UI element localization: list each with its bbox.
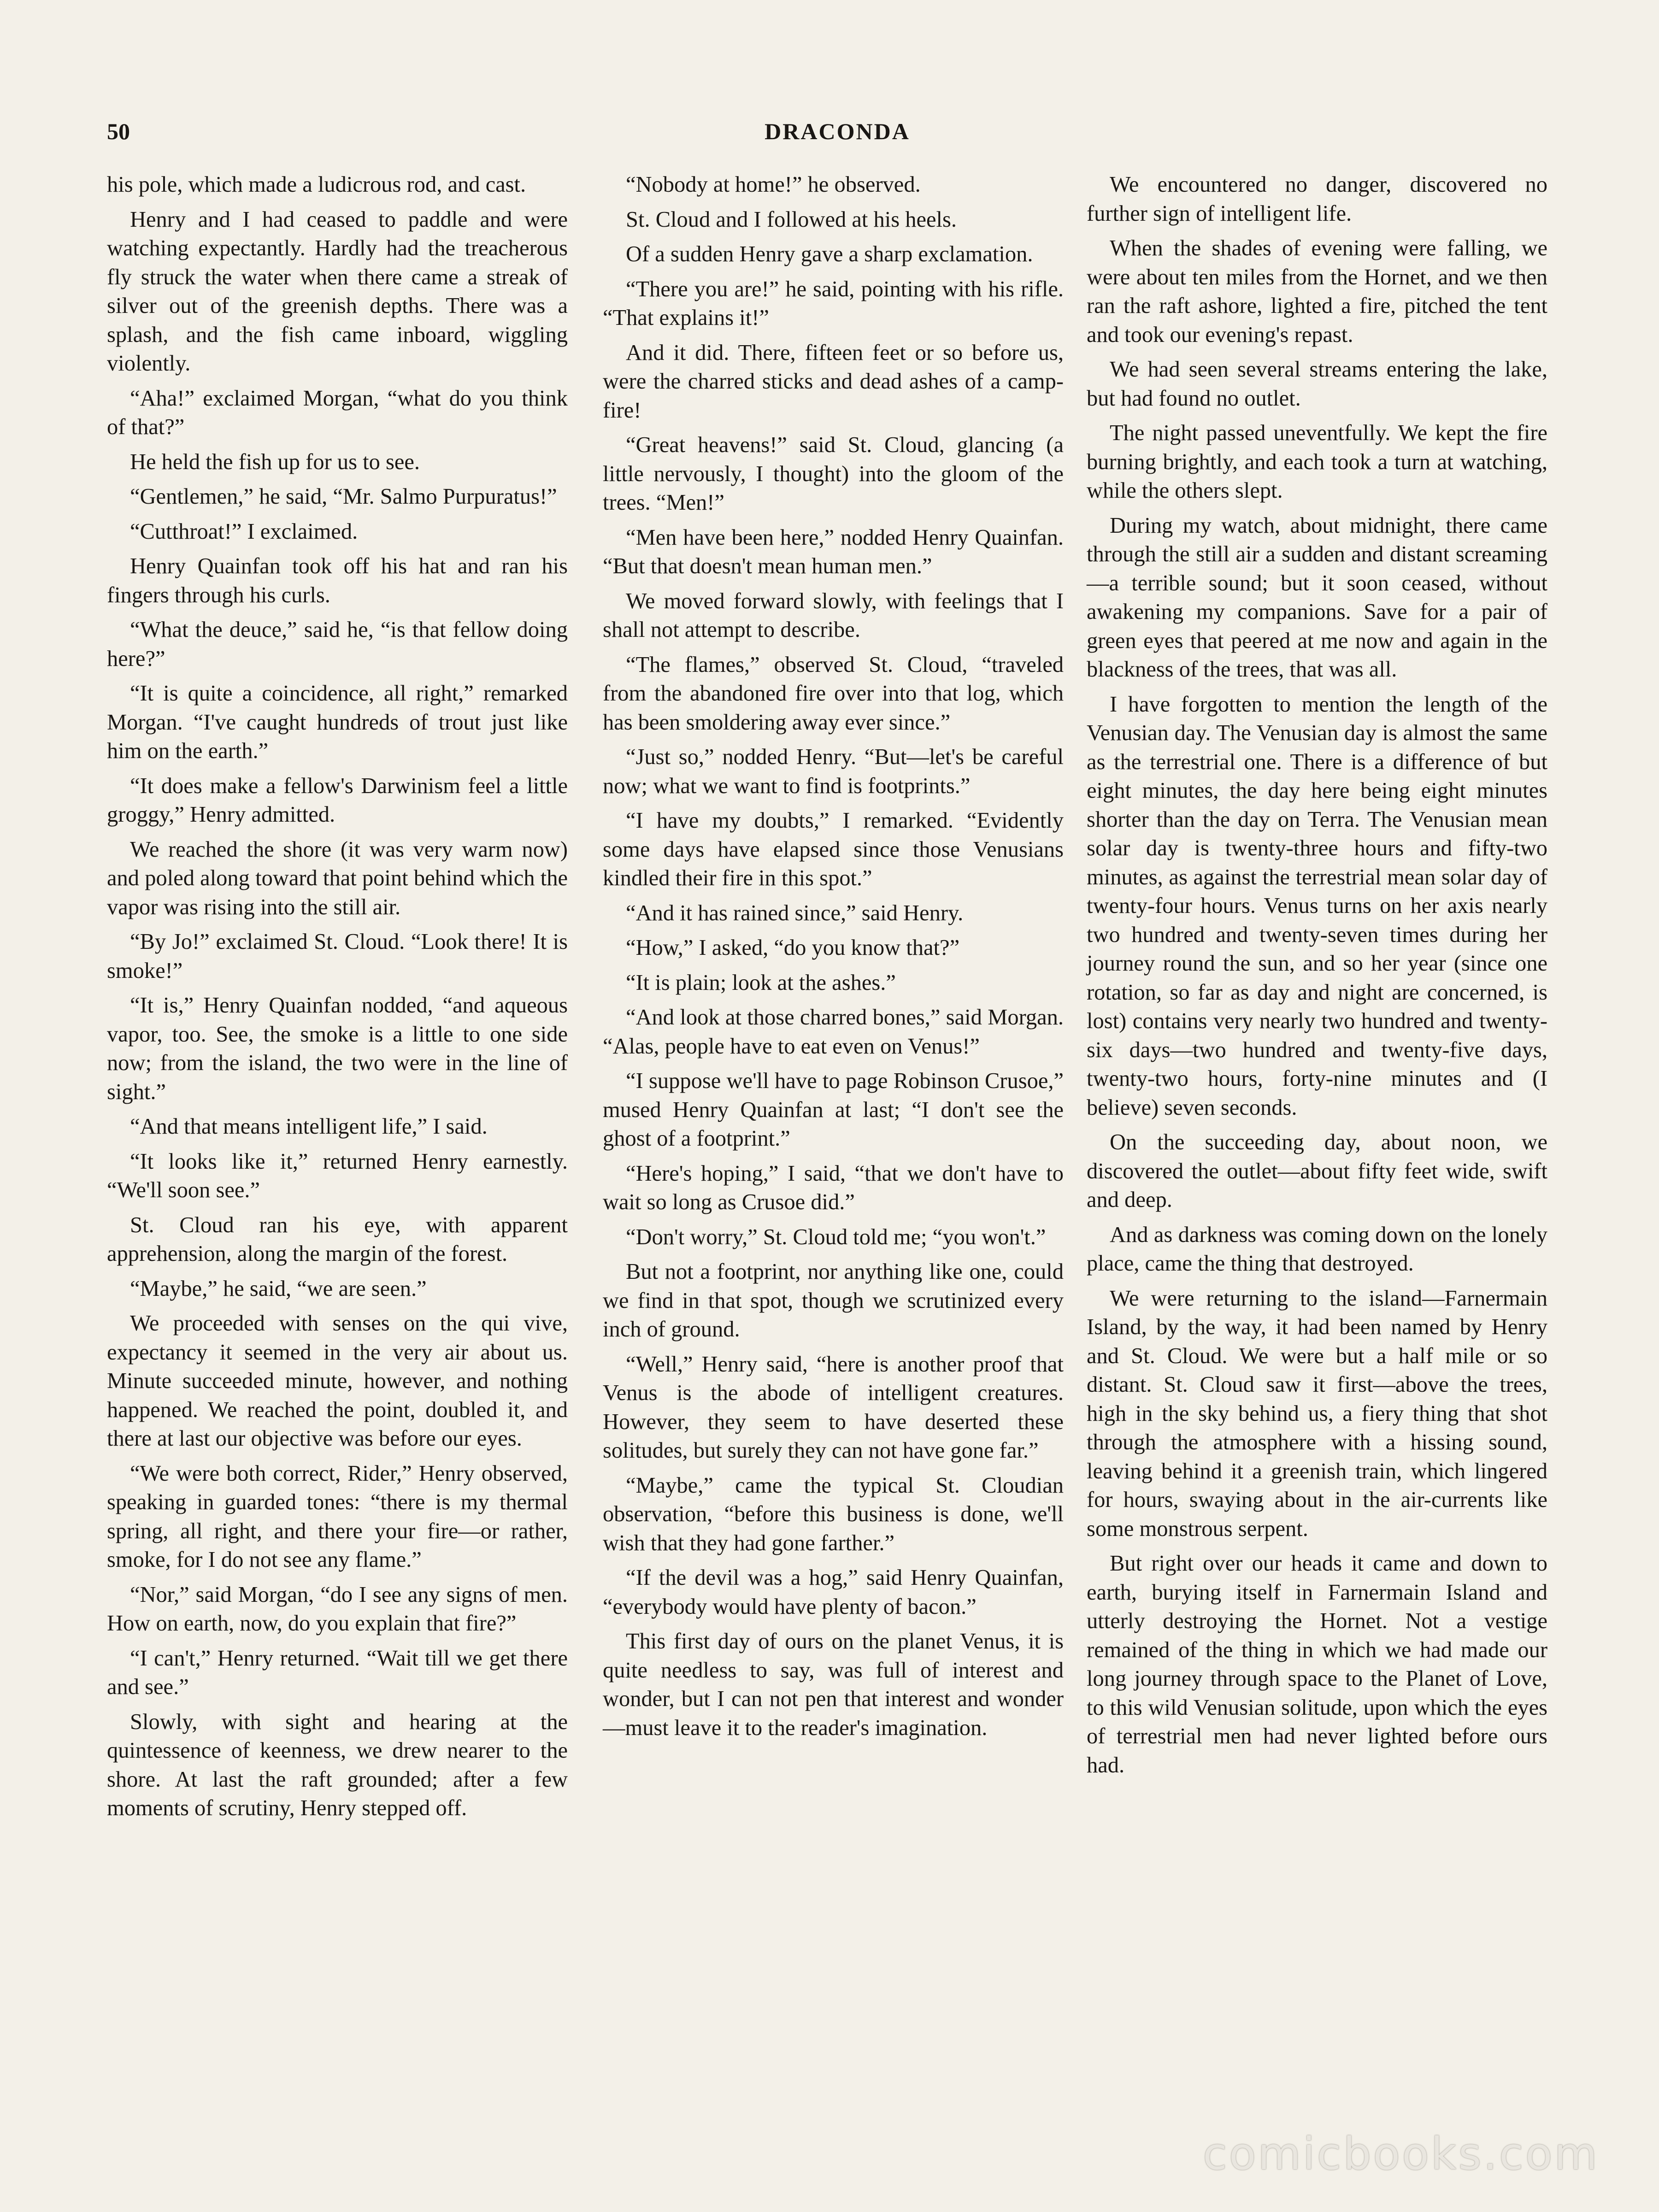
paragraph: “Nobody at home!” he observed. bbox=[626, 172, 921, 197]
paragraph: “By Jo!” exclaimed St. Cloud. “Look there! It is smoke!” bbox=[107, 930, 568, 983]
paragraph: “Aha!” exclaimed Morgan, “what do you think of that?” bbox=[107, 386, 568, 439]
paragraph: “It looks like it,” returned Henry earnestly. “We'll soon see.” bbox=[107, 1149, 568, 1202]
paragraph: Henry and I had ceased to paddle and were watching expectantly. Hardly had the treacherous fly struck the water when there came a streak of silver out of the greenish depths. There was a splash, and the fish came inboard, wiggling violently. bbox=[107, 207, 568, 376]
paragraph: “Well,” Henry said, “here is another proof that Venus is the abode of intelligent creatures. However, they seem to have deserted these solitudes, but surely they can not have gone far.” bbox=[603, 1352, 1064, 1463]
paragraph: “And it has rained since,” said Henry. bbox=[626, 900, 964, 925]
paragraph: Of a sudden Henry gave a sharp exclamation. bbox=[626, 242, 1033, 266]
paragraph: “The flames,” observed St. Cloud, “traveled from the abandoned fire over into that log, which has been smoldering away ever since.” bbox=[603, 652, 1064, 735]
watermark: comicbooks.com bbox=[1202, 2128, 1599, 2180]
paragraph: “I can't,” Henry returned. “Wait till we get there and see.” bbox=[107, 1646, 568, 1699]
paragraph: We had seen several streams entering the lake, but had found no outlet. bbox=[1087, 357, 1547, 411]
paragraph: We reached the shore (it was very warm now) and poled along toward that point behind which the vapor was rising into the still air. bbox=[107, 837, 568, 919]
paragraph: But not a footprint, nor anything like one, could we find in that spot, though we scrutinized every inch of ground. bbox=[603, 1259, 1064, 1341]
paragraph: “Maybe,” came the typical St. Cloudian observation, “before this business is done, we'll wish that they had gone farther.” bbox=[603, 1473, 1064, 1555]
page-header bbox=[107, 113, 1568, 150]
paragraph: I have forgotten to mention the length of the Venusian day. The Venusian day is almost the same as the terrestrial one. There is a difference of but eight minutes, the day here being eight minutes shorter than the day on Terra. The Venusian mean solar day is twenty-three hours and fifty-two minutes, as against the terrestrial mean solar day of twenty-four hours. Venus turns on her axis nearly two hundred and twenty-seven times during her journey round the sun, and so her year (since one rotation, so far as day and night are concerned, is lost) contains very nearly two hundred and twenty-six days—two hundred and twenty-five days, twenty-two hours, forty-nine minutes and (I believe) seven seconds. bbox=[1087, 692, 1547, 1120]
paragraph: And it did. There, fifteen feet or so before us, were the charred sticks and dead ashes of a camp-fire! bbox=[603, 340, 1064, 423]
text-column-1 bbox=[107, 171, 568, 1829]
paragraph: “It does make a fellow's Darwinism feel a little groggy,” Henry admitted. bbox=[107, 773, 568, 827]
paragraph: He held the fish up for us to see. bbox=[130, 449, 420, 474]
paragraph: “I suppose we'll have to page Robinson Crusoe,” mused Henry Quainfan at last; “I don't see the ghost of a footprint.” bbox=[603, 1069, 1064, 1151]
page-number: 50 bbox=[107, 118, 130, 144]
text-column-3 bbox=[1087, 171, 1547, 1786]
paragraph: During my watch, about midnight, there came through the still air a sudden and distant screaming—a terrible sound; but it soon ceased, without awakening my companions. Save for a pair of green eyes that peered at me now and again in the blackness of the trees, that was all. bbox=[1087, 513, 1547, 682]
paragraph: “How,” I asked, “do you know that?” bbox=[626, 935, 960, 960]
paragraph: Slowly, with sight and hearing at the quintessence of keenness, we drew nearer to the shore. At last the raft grounded; after a few moments of scrutiny, Henry stepped off. bbox=[107, 1709, 568, 1820]
paragraph: This first day of ours on the planet Venus, it is quite needless to say, was full of interest and wonder, but I can not pen that interest and wonder—must leave it to the reader's imagination. bbox=[603, 1629, 1064, 1740]
paragraph: “Maybe,” he said, “we are seen.” bbox=[130, 1276, 427, 1301]
paragraph: St. Cloud and I followed at his heels. bbox=[626, 207, 957, 232]
paragraph: “And look at those charred bones,” said Morgan. “Alas, people have to eat even on Venus!” bbox=[603, 1005, 1064, 1059]
running-title: DRACONDA bbox=[765, 118, 910, 144]
paragraph: “Don't worry,” St. Cloud told me; “you won't.” bbox=[626, 1224, 1046, 1249]
paragraph: “It is plain; look at the ashes.” bbox=[626, 970, 896, 995]
paragraph: “There you are!” he said, pointing with his rifle. “That explains it!” bbox=[603, 276, 1064, 330]
text-column-2 bbox=[603, 171, 1064, 1748]
paragraph: “Men have been here,” nodded Henry Quainfan. “But that doesn't mean human men.” bbox=[603, 525, 1064, 578]
paragraph: Henry Quainfan took off his hat and ran his fingers through his curls. bbox=[107, 554, 568, 607]
paragraph: “Gentlemen,” he said, “Mr. Salmo Purpuratus!” bbox=[130, 484, 557, 509]
paragraph: “Cutthroat!” I exclaimed. bbox=[130, 519, 358, 544]
paragraph: “Great heavens!” said St. Cloud, glancing (a little nervously, I thought) into the gloom of the trees. “Men!” bbox=[603, 433, 1064, 515]
paragraph: But right over our heads it came and down to earth, burying itself in Farnermain Island and utterly destroying the Hornet. Not a vestige remained of the thing in which we had made our long journey through space to the Planet of Love, to this wild Venusian solitude, upon which the eyes of terrestrial men had never lighted before ours had. bbox=[1087, 1551, 1547, 1777]
paragraph: We proceeded with senses on the qui vive, expectancy it seemed in the very air about us. Minute succeeded minute, however, and nothing happened. We reached the point, doubled it, and there at last our objective was before our eyes. bbox=[107, 1311, 568, 1451]
paragraph: his pole, which made a ludicrous rod, and cast. bbox=[107, 172, 526, 197]
paragraph: “It is quite a coincidence, all right,” remarked Morgan. “I've caught hundreds of trout just like him on the earth.” bbox=[107, 681, 568, 763]
paragraph: “And that means intelligent life,” I said. bbox=[130, 1114, 488, 1139]
paragraph: “Nor,” said Morgan, “do I see any signs of men. How on earth, now, do you explain that fire?” bbox=[107, 1582, 568, 1635]
paragraph: “I have my doubts,” I remarked. “Evidently some days have elapsed since those Venusians kindled their fire in this spot.” bbox=[603, 808, 1064, 890]
paragraph: “If the devil was a hog,” said Henry Quainfan, “everybody would have plenty of bacon.” bbox=[603, 1565, 1064, 1619]
paragraph: We moved forward slowly, with feelings that I shall not attempt to describe. bbox=[603, 588, 1064, 642]
paragraph: “We were both correct, Rider,” Henry observed, speaking in guarded tones: “there is my thermal spring, all right, and there your fire—or rather, smoke, for I do not see any flame.” bbox=[107, 1461, 568, 1572]
paragraph: “Here's hoping,” I said, “that we don't have to wait so long as Crusoe did.” bbox=[603, 1161, 1064, 1214]
paragraph: We encountered no danger, discovered no further sign of intelligent life. bbox=[1087, 172, 1547, 226]
paragraph: “Just so,” nodded Henry. “But—let's be careful now; what we want to find is footprints.” bbox=[603, 745, 1064, 798]
paragraph: When the shades of evening were falling, we were about ten miles from the Hornet, and we then ran the raft ashore, lighted a fire, pitched the tent and took our evening's repast. bbox=[1087, 236, 1547, 347]
paragraph: “It is,” Henry Quainfan nodded, “and aqueous vapor, too. See, the smoke is a little to one side now; from the island, the two were in the line of sight.” bbox=[107, 993, 568, 1104]
paragraph: And as darkness was coming down on the lonely place, came the thing that destroyed. bbox=[1087, 1222, 1547, 1276]
paragraph: “What the deuce,” said he, “is that fellow doing here?” bbox=[107, 618, 568, 671]
paragraph: We were returning to the island—Farnermain Island, by the way, it had been named by Henry and St. Cloud. We were but a half mile or so distant. St. Cloud saw it first—above the trees, high in the sky behind us, a fiery thing that shot through the atmosphere with a hissing sound, leaving behind it a greenish train, which lingered for hours, swaying about in the air-currents like some monstrous serpent. bbox=[1087, 1286, 1547, 1541]
paragraph: The night passed uneventfully. We kept the fire burning brightly, and each took a turn at watching, while the others slept. bbox=[1087, 421, 1547, 503]
paragraph: On the succeeding day, about noon, we discovered the outlet—about fifty feet wide, swift and deep. bbox=[1087, 1130, 1547, 1212]
paragraph: St. Cloud ran his eye, with apparent apprehension, along the margin of the forest. bbox=[107, 1212, 568, 1266]
